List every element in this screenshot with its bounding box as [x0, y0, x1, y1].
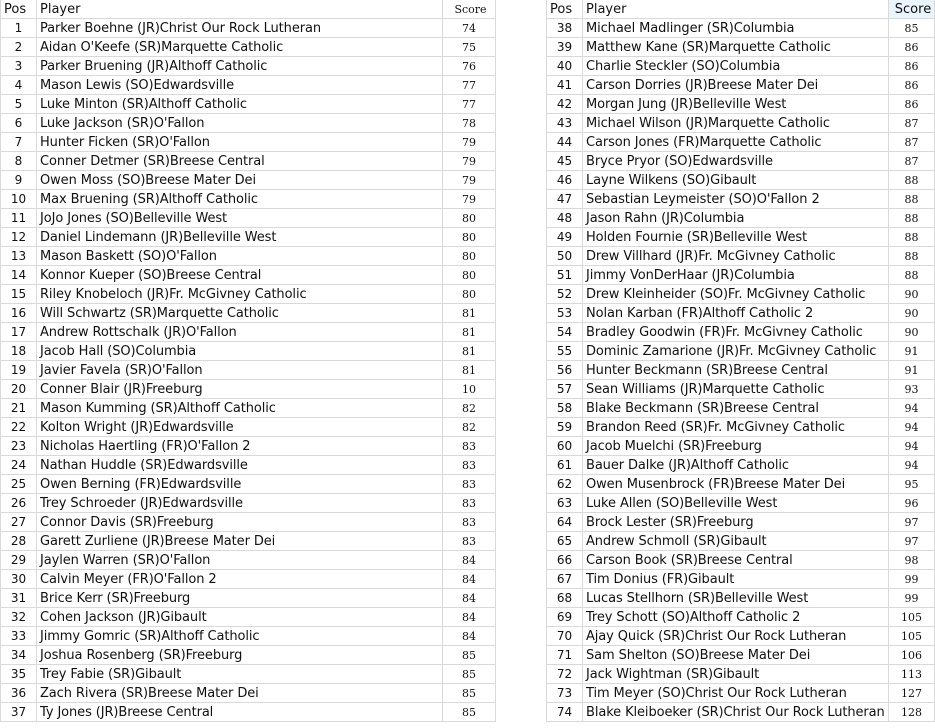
player-cell[interactable]: Charlie Steckler (SO)Columbia [583, 57, 889, 76]
player-cell[interactable]: Lucas Stellhorn (SR)Belleville West [583, 589, 889, 608]
player-cell[interactable]: Sebastian Leymeister (SO)O'Fallon 2 [583, 190, 889, 209]
pos-header[interactable]: Pos [546, 0, 583, 19]
pos-cell[interactable]: 63 [546, 494, 583, 513]
player-cell[interactable]: Jack Wightman (SR)Gibault [583, 665, 889, 684]
pos-cell[interactable]: 1 [0, 19, 37, 38]
pos-cell[interactable]: 5 [0, 95, 37, 114]
player-cell[interactable]: Sam Shelton (SO)Breese Mater Dei [583, 646, 889, 665]
pos-cell[interactable]: 30 [0, 570, 37, 589]
player-cell[interactable]: Nathan Huddle (SR)Edwardsville [37, 456, 443, 475]
pos-cell[interactable]: 46 [546, 171, 583, 190]
player-cell[interactable]: Jaylen Warren (SR)O'Fallon [37, 551, 443, 570]
player-cell[interactable]: Ajay Quick (SR)Christ Our Rock Lutheran [583, 627, 889, 646]
player-cell[interactable]: Andrew Rottschalk (JR)O'Fallon [37, 323, 443, 342]
score-cell[interactable]: 85 [443, 646, 496, 665]
score-cell[interactable]: 88 [889, 209, 935, 228]
pos-cell[interactable]: 12 [0, 228, 37, 247]
player-cell[interactable]: Will Schwartz (SR)Marquette Catholic [37, 304, 443, 323]
player-cell[interactable]: Drew Kleinheider (SO)Fr. McGivney Catholic [583, 285, 889, 304]
pos-cell[interactable]: 37 [0, 703, 37, 722]
pos-cell[interactable]: 16 [0, 304, 37, 323]
pos-cell[interactable]: 61 [546, 456, 583, 475]
score-cell[interactable]: 113 [889, 665, 935, 684]
player-cell[interactable]: Cohen Jackson (JR)Gibault [37, 608, 443, 627]
pos-cell[interactable]: 66 [546, 551, 583, 570]
pos-cell[interactable]: 53 [546, 304, 583, 323]
pos-cell[interactable]: 4 [0, 76, 37, 95]
player-cell[interactable]: Riley Knobeloch (JR)Fr. McGivney Catholic [37, 285, 443, 304]
pos-cell[interactable]: 19 [0, 361, 37, 380]
score-cell[interactable]: 105 [889, 627, 935, 646]
score-cell[interactable]: 80 [443, 285, 496, 304]
pos-cell[interactable]: 74 [546, 703, 583, 722]
score-cell[interactable]: 80 [443, 228, 496, 247]
player-cell[interactable]: Bauer Dalke (JR)Althoff Catholic [583, 456, 889, 475]
player-cell[interactable]: Conner Detmer (SR)Breese Central [37, 152, 443, 171]
pos-cell[interactable]: 54 [546, 323, 583, 342]
player-cell[interactable]: Hunter Beckmann (SR)Breese Central [583, 361, 889, 380]
player-cell[interactable]: Aidan O'Keefe (SR)Marquette Catholic [37, 38, 443, 57]
player-cell[interactable]: Hunter Ficken (SR)O'Fallon [37, 133, 443, 152]
pos-cell[interactable]: 51 [546, 266, 583, 285]
pos-cell[interactable]: 73 [546, 684, 583, 703]
player-cell[interactable]: Tim Donius (FR)Gibault [583, 570, 889, 589]
score-cell[interactable]: 90 [889, 285, 935, 304]
pos-cell[interactable]: 31 [0, 589, 37, 608]
player-cell[interactable]: Bradley Goodwin (FR)Fr. McGivney Catholic [583, 323, 889, 342]
player-cell[interactable]: Dominic Zamarione (JR)Fr. McGivney Catholic [583, 342, 889, 361]
player-cell[interactable]: Michael Wilson (JR)Marquette Catholic [583, 114, 889, 133]
pos-cell[interactable]: 14 [0, 266, 37, 285]
player-cell[interactable]: Carson Book (SR)Breese Central [583, 551, 889, 570]
player-cell[interactable]: Nolan Karban (FR)Althoff Catholic 2 [583, 304, 889, 323]
score-cell[interactable]: 79 [443, 152, 496, 171]
score-cell[interactable]: 83 [443, 475, 496, 494]
score-cell[interactable]: 81 [443, 342, 496, 361]
player-cell[interactable]: Jacob Hall (SO)Columbia [37, 342, 443, 361]
score-cell[interactable]: 95 [889, 475, 935, 494]
score-cell[interactable]: 83 [443, 494, 496, 513]
player-cell[interactable]: Blake Kleiboeker (SR)Christ Our Rock Lutheran [583, 703, 889, 722]
pos-cell[interactable]: 59 [546, 418, 583, 437]
player-cell[interactable]: Daniel Lindemann (JR)Belleville West [37, 228, 443, 247]
score-cell[interactable]: 76 [443, 57, 496, 76]
pos-cell[interactable]: 41 [546, 76, 583, 95]
pos-cell[interactable]: 27 [0, 513, 37, 532]
pos-cell[interactable]: 45 [546, 152, 583, 171]
player-cell[interactable]: JoJo Jones (SO)Belleville West [37, 209, 443, 228]
player-cell[interactable]: Trey Schroeder (JR)Edwardsville [37, 494, 443, 513]
player-cell[interactable]: Andrew Schmoll (SR)Gibault [583, 532, 889, 551]
score-cell[interactable]: 87 [889, 152, 935, 171]
pos-cell[interactable]: 26 [0, 494, 37, 513]
pos-cell[interactable]: 28 [0, 532, 37, 551]
score-cell[interactable]: 85 [443, 703, 496, 722]
pos-cell[interactable]: 49 [546, 228, 583, 247]
score-cell[interactable]: 79 [443, 190, 496, 209]
pos-cell[interactable]: 20 [0, 380, 37, 399]
pos-cell[interactable]: 58 [546, 399, 583, 418]
pos-cell[interactable]: 35 [0, 665, 37, 684]
score-cell[interactable]: 85 [443, 665, 496, 684]
player-cell[interactable]: Luke Minton (SR)Althoff Catholic [37, 95, 443, 114]
score-cell[interactable]: 81 [443, 304, 496, 323]
pos-cell[interactable]: 34 [0, 646, 37, 665]
pos-header[interactable]: Pos [0, 0, 37, 19]
pos-cell[interactable]: 25 [0, 475, 37, 494]
pos-cell[interactable]: 57 [546, 380, 583, 399]
player-cell[interactable]: Konnor Kueper (SO)Breese Central [37, 266, 443, 285]
player-cell[interactable]: Owen Berning (FR)Edwardsville [37, 475, 443, 494]
player-cell[interactable]: Parker Boehne (JR)Christ Our Rock Lutheran [37, 19, 443, 38]
pos-cell[interactable]: 70 [546, 627, 583, 646]
score-cell[interactable]: 77 [443, 76, 496, 95]
pos-cell[interactable]: 13 [0, 247, 37, 266]
player-cell[interactable]: Javier Favela (SR)O'Fallon [37, 361, 443, 380]
player-cell[interactable]: Trey Fabie (SR)Gibault [37, 665, 443, 684]
pos-cell[interactable]: 32 [0, 608, 37, 627]
score-cell[interactable]: 97 [889, 532, 935, 551]
player-cell[interactable]: Connor Davis (SR)Freeburg [37, 513, 443, 532]
pos-cell[interactable]: 62 [546, 475, 583, 494]
player-cell[interactable]: Max Bruening (SR)Althoff Catholic [37, 190, 443, 209]
player-cell[interactable]: Jimmy VonDerHaar (JR)Columbia [583, 266, 889, 285]
pos-cell[interactable]: 33 [0, 627, 37, 646]
player-cell[interactable]: Drew Villhard (JR)Fr. McGivney Catholic [583, 247, 889, 266]
score-header[interactable]: Score [443, 0, 496, 19]
score-cell[interactable]: 78 [443, 114, 496, 133]
score-cell[interactable]: 90 [889, 323, 935, 342]
score-cell[interactable]: 88 [889, 266, 935, 285]
pos-cell[interactable]: 8 [0, 152, 37, 171]
score-cell[interactable]: 88 [889, 247, 935, 266]
player-cell[interactable]: Brock Lester (SR)Freeburg [583, 513, 889, 532]
player-cell[interactable]: Zach Rivera (SR)Breese Mater Dei [37, 684, 443, 703]
score-cell[interactable]: 10 [443, 380, 496, 399]
score-cell[interactable]: 94 [889, 418, 935, 437]
pos-cell[interactable]: 55 [546, 342, 583, 361]
score-cell[interactable]: 83 [443, 437, 496, 456]
score-cell[interactable]: 91 [889, 361, 935, 380]
player-cell[interactable]: Jacob Muelchi (SR)Freeburg [583, 437, 889, 456]
score-cell[interactable]: 77 [443, 95, 496, 114]
pos-cell[interactable]: 65 [546, 532, 583, 551]
player-cell[interactable]: Luke Jackson (SR)O'Fallon [37, 114, 443, 133]
score-cell[interactable]: 99 [889, 570, 935, 589]
score-cell[interactable]: 81 [443, 361, 496, 380]
score-cell[interactable]: 80 [443, 266, 496, 285]
pos-cell[interactable]: 6 [0, 114, 37, 133]
score-cell[interactable]: 105 [889, 608, 935, 627]
pos-cell[interactable]: 29 [0, 551, 37, 570]
score-cell[interactable]: 80 [443, 247, 496, 266]
pos-cell[interactable]: 40 [546, 57, 583, 76]
pos-cell[interactable]: 15 [0, 285, 37, 304]
score-cell[interactable]: 94 [889, 437, 935, 456]
player-cell[interactable]: Brandon Reed (SR)Fr. McGivney Catholic [583, 418, 889, 437]
pos-cell[interactable]: 42 [546, 95, 583, 114]
player-cell[interactable]: Layne Wilkens (SO)Gibault [583, 171, 889, 190]
score-cell[interactable]: 86 [889, 57, 935, 76]
score-cell[interactable]: 93 [889, 380, 935, 399]
score-cell[interactable]: 90 [889, 304, 935, 323]
score-cell[interactable]: 87 [889, 133, 935, 152]
player-cell[interactable]: Holden Fournie (SR)Belleville West [583, 228, 889, 247]
pos-cell[interactable]: 24 [0, 456, 37, 475]
score-cell[interactable]: 84 [443, 589, 496, 608]
pos-cell[interactable]: 36 [0, 684, 37, 703]
score-cell[interactable]: 84 [443, 551, 496, 570]
pos-cell[interactable]: 43 [546, 114, 583, 133]
score-cell[interactable]: 88 [889, 190, 935, 209]
pos-cell[interactable]: 39 [546, 38, 583, 57]
player-cell[interactable]: Matthew Kane (SR)Marquette Catholic [583, 38, 889, 57]
pos-cell[interactable]: 69 [546, 608, 583, 627]
player-cell[interactable]: Joshua Rosenberg (SR)Freeburg [37, 646, 443, 665]
player-cell[interactable]: Kolton Wright (JR)Edwardsville [37, 418, 443, 437]
pos-cell[interactable]: 60 [546, 437, 583, 456]
pos-cell[interactable]: 11 [0, 209, 37, 228]
pos-cell[interactable]: 44 [546, 133, 583, 152]
score-cell[interactable]: 98 [889, 551, 935, 570]
score-cell[interactable]: 79 [443, 171, 496, 190]
player-cell[interactable]: Mason Kumming (SR)Althoff Catholic [37, 399, 443, 418]
score-cell[interactable]: 99 [889, 589, 935, 608]
player-cell[interactable]: Owen Musenbrock (FR)Breese Mater Dei [583, 475, 889, 494]
pos-cell[interactable]: 67 [546, 570, 583, 589]
pos-cell[interactable]: 3 [0, 57, 37, 76]
player-cell[interactable]: Ty Jones (JR)Breese Central [37, 703, 443, 722]
score-cell[interactable]: 94 [889, 456, 935, 475]
score-cell[interactable]: 87 [889, 114, 935, 133]
player-cell[interactable]: Nicholas Haertling (FR)O'Fallon 2 [37, 437, 443, 456]
score-cell[interactable]: 81 [443, 323, 496, 342]
score-cell[interactable]: 84 [443, 570, 496, 589]
player-cell[interactable]: Michael Madlinger (SR)Columbia [583, 19, 889, 38]
score-cell[interactable]: 106 [889, 646, 935, 665]
score-cell[interactable]: 80 [443, 209, 496, 228]
results-table-right [546, 0, 935, 722]
pos-cell[interactable]: 50 [546, 247, 583, 266]
pos-cell[interactable]: 48 [546, 209, 583, 228]
pos-cell[interactable]: 9 [0, 171, 37, 190]
pos-cell[interactable]: 71 [546, 646, 583, 665]
pos-cell[interactable]: 38 [546, 19, 583, 38]
score-cell[interactable]: 96 [889, 494, 935, 513]
pos-cell[interactable]: 2 [0, 38, 37, 57]
score-cell[interactable]: 84 [443, 627, 496, 646]
pos-cell[interactable]: 52 [546, 285, 583, 304]
player-cell[interactable]: Mason Lewis (SO)Edwardsville [37, 76, 443, 95]
score-cell[interactable]: 94 [889, 399, 935, 418]
score-cell[interactable]: 82 [443, 399, 496, 418]
player-cell[interactable]: Garett Zurliene (JR)Breese Mater Dei [37, 532, 443, 551]
score-cell[interactable]: 127 [889, 684, 935, 703]
player-cell[interactable]: Bryce Pryor (SO)Edwardsville [583, 152, 889, 171]
player-cell[interactable]: Carson Dorries (JR)Breese Mater Dei [583, 76, 889, 95]
player-cell[interactable]: Conner Blair (JR)Freeburg [37, 380, 443, 399]
score-cell[interactable]: 97 [889, 513, 935, 532]
score-cell[interactable]: 88 [889, 228, 935, 247]
player-cell[interactable]: Brice Kerr (SR)Freeburg [37, 589, 443, 608]
player-cell[interactable]: Owen Moss (SO)Breese Mater Dei [37, 171, 443, 190]
score-cell[interactable]: 83 [443, 513, 496, 532]
pos-cell[interactable]: 21 [0, 399, 37, 418]
pos-cell[interactable]: 64 [546, 513, 583, 532]
pos-cell[interactable]: 56 [546, 361, 583, 380]
score-cell[interactable]: 74 [443, 19, 496, 38]
pos-cell[interactable]: 10 [0, 190, 37, 209]
player-cell[interactable]: Tim Meyer (SO)Christ Our Rock Lutheran [583, 684, 889, 703]
score-cell[interactable]: 83 [443, 532, 496, 551]
score-cell[interactable]: 84 [443, 608, 496, 627]
player-cell[interactable]: Mason Baskett (SO)O'Fallon [37, 247, 443, 266]
player-cell[interactable]: Luke Allen (SO)Belleville West [583, 494, 889, 513]
player-cell[interactable]: Jason Rahn (JR)Columbia [583, 209, 889, 228]
score-cell[interactable]: 85 [443, 684, 496, 703]
player-header[interactable]: Player [37, 0, 443, 19]
score-cell[interactable]: 79 [443, 133, 496, 152]
score-cell[interactable]: 86 [889, 38, 935, 57]
pos-cell[interactable]: 22 [0, 418, 37, 437]
player-cell[interactable]: Parker Bruening (JR)Althoff Catholic [37, 57, 443, 76]
score-cell[interactable]: 128 [889, 703, 935, 722]
player-header[interactable]: Player [583, 0, 889, 19]
pos-cell[interactable]: 17 [0, 323, 37, 342]
pos-cell[interactable]: 47 [546, 190, 583, 209]
score-cell[interactable]: 91 [889, 342, 935, 361]
player-cell[interactable]: Sean Williams (JR)Marquette Catholic [583, 380, 889, 399]
score-cell[interactable]: 82 [443, 418, 496, 437]
score-cell[interactable]: 83 [443, 456, 496, 475]
player-cell[interactable]: Morgan Jung (JR)Belleville West [583, 95, 889, 114]
player-cell[interactable]: Calvin Meyer (FR)O'Fallon 2 [37, 570, 443, 589]
pos-cell[interactable]: 68 [546, 589, 583, 608]
pos-cell[interactable]: 72 [546, 665, 583, 684]
pos-cell[interactable]: 7 [0, 133, 37, 152]
pos-cell[interactable]: 18 [0, 342, 37, 361]
score-cell[interactable]: 86 [889, 95, 935, 114]
player-cell[interactable]: Jimmy Gomric (SR)Althoff Catholic [37, 627, 443, 646]
score-cell[interactable]: 86 [889, 76, 935, 95]
score-cell[interactable]: 75 [443, 38, 496, 57]
score-cell[interactable]: 88 [889, 171, 935, 190]
score-header-selected[interactable]: Score [889, 0, 935, 19]
player-cell[interactable]: Trey Schott (SO)Althoff Catholic 2 [583, 608, 889, 627]
player-cell[interactable]: Carson Jones (FR)Marquette Catholic [583, 133, 889, 152]
player-cell[interactable]: Blake Beckmann (SR)Breese Central [583, 399, 889, 418]
pos-cell[interactable]: 23 [0, 437, 37, 456]
score-cell[interactable]: 85 [889, 19, 935, 38]
